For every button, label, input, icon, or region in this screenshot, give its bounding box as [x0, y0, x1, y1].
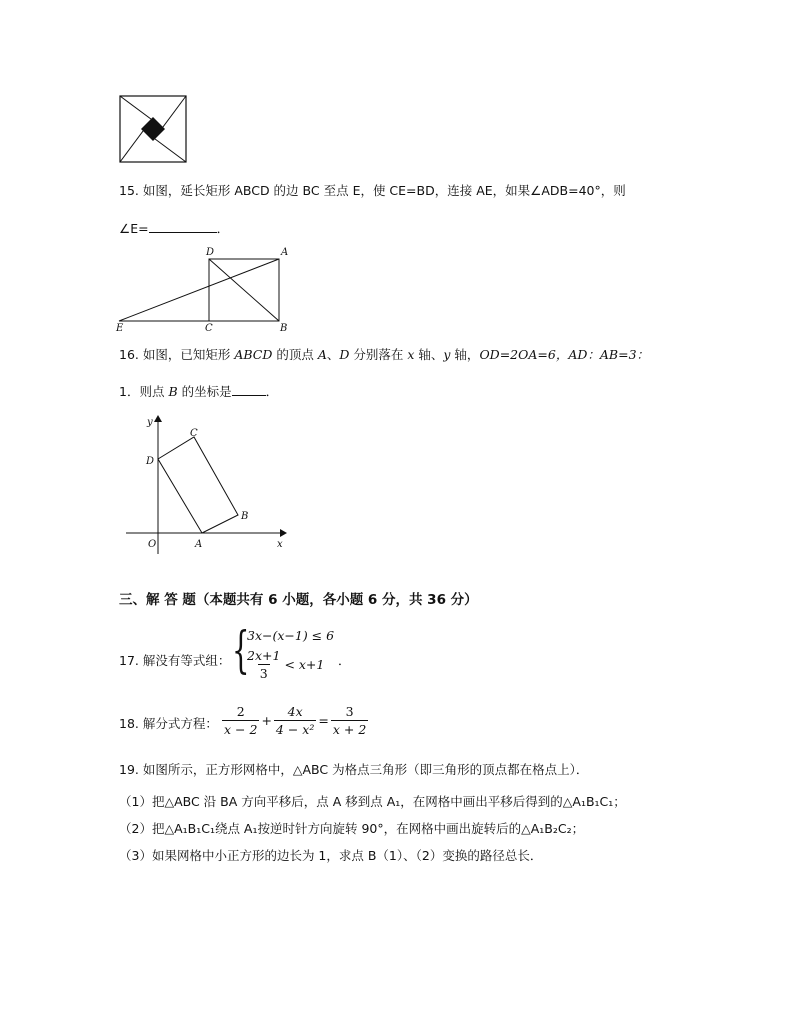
q16-x: x	[407, 347, 415, 362]
q16-blank[interactable]	[232, 383, 266, 396]
q16-y: y	[443, 347, 451, 362]
q15-figure	[112, 244, 297, 334]
q16-t4: 轴、	[414, 347, 444, 362]
q19-text: 19. 如图所示，正方形网格中，△ABC 为格点三角形（即三角形的顶点都在格点上）．	[119, 762, 589, 777]
q17-label: 17. 解没有等式组：	[119, 653, 231, 668]
label-o: O	[148, 539, 157, 550]
q15-prefix: ∠E=	[119, 221, 149, 236]
rectangle-abcd	[158, 437, 238, 533]
q17-brace: {	[232, 621, 250, 679]
label-c: C	[190, 428, 198, 439]
label-y: y	[147, 417, 153, 428]
q18-fraction-2	[274, 704, 316, 737]
q16-b: B	[168, 384, 178, 399]
q16-t2: 、	[326, 347, 340, 362]
label-c: C	[205, 323, 213, 334]
label-d: D	[146, 456, 155, 467]
q16-t5: 轴，	[450, 347, 480, 362]
q18-f2-den: 4 − x²	[275, 722, 315, 737]
q19-part-1: （1）把△ABC 沿 BA 方向平移后，点 A 移到点 A₁，在网格中画出平移后得到的△A₁B₁C₁；	[119, 794, 626, 809]
q17-fraction-num: 2x+1	[247, 648, 281, 663]
line-ae	[119, 259, 279, 321]
q16-num: 16. 如图，已知矩形	[119, 347, 235, 362]
diagonal-bd	[209, 259, 279, 321]
q15-blank[interactable]	[149, 220, 217, 233]
q16-line2-prefix: 1．则点	[119, 384, 169, 399]
q18-fraction-1	[222, 704, 259, 737]
q17-ineq2-rest: < x+1	[284, 657, 325, 672]
label-b: B	[280, 323, 288, 334]
label-a: A	[281, 247, 289, 258]
center-black-square	[141, 117, 165, 141]
label-a: A	[195, 539, 203, 550]
q19-part-2: （2）把△A₁B₁C₁绕点 A₁按逆时针方向旋转 90°，在网格中画出旋转后的△A₁B₂C₂；	[119, 821, 585, 836]
q17-fraction	[245, 648, 282, 681]
q15-text: 15. 如图，延长矩形 ABCD 的边 BC 至点 E，使 CE=BD，连接 AE，如果∠ADB=40°，则	[119, 183, 626, 198]
q18-f1-num: 2	[236, 704, 245, 719]
q16-text	[119, 345, 649, 363]
q18-f1-den: x − 2	[224, 722, 258, 737]
q16-line2-mid: 的坐标是	[177, 384, 232, 399]
q15-suffix: ．	[216, 221, 230, 236]
q18-f3-den: x + 2	[332, 722, 367, 737]
q18-f3-num: 3	[345, 704, 354, 719]
q17-fraction-den: 3	[259, 666, 268, 681]
label-x: x	[277, 539, 283, 550]
q18-fraction-3	[331, 704, 368, 737]
q17-end: ．	[338, 653, 351, 668]
q18-f2-num: 4x	[287, 704, 303, 719]
pinwheel-figure	[119, 95, 187, 163]
q18-plus: +	[261, 713, 272, 728]
q16-answer-line	[119, 382, 278, 400]
q18-equals: =	[318, 713, 329, 728]
q16-a: A	[317, 347, 327, 362]
q16-t1: 的顶点	[272, 347, 318, 362]
label-b: B	[241, 511, 249, 522]
q19-part-3: （3）如果网格中小正方形的边长为 1，求点 B（1）、（2）变换的路径总长．	[119, 848, 543, 863]
q18-label: 18. 解分式方程：	[119, 716, 218, 731]
label-d: D	[206, 247, 215, 258]
q16-line2-suffix: ．	[265, 384, 279, 399]
q15-answer-line	[119, 219, 229, 237]
q16-abcd: ABCD	[234, 347, 273, 362]
q17-inequality-1: 3x−(x−1) ≤ 6	[247, 628, 335, 643]
q16-figure	[120, 408, 295, 556]
q18-equation	[222, 704, 368, 737]
q16-t3: 分别落在	[349, 347, 408, 362]
q17-inequality-2	[245, 648, 326, 681]
q16-condition: OD=2OA=6，AD：AB=3：	[479, 347, 650, 362]
section-3-heading: 三、解 答 题（本题共有 6 小题，各小题 6 分，共 36 分）	[119, 592, 478, 608]
label-e: E	[116, 323, 124, 334]
q16-d: D	[339, 347, 350, 362]
